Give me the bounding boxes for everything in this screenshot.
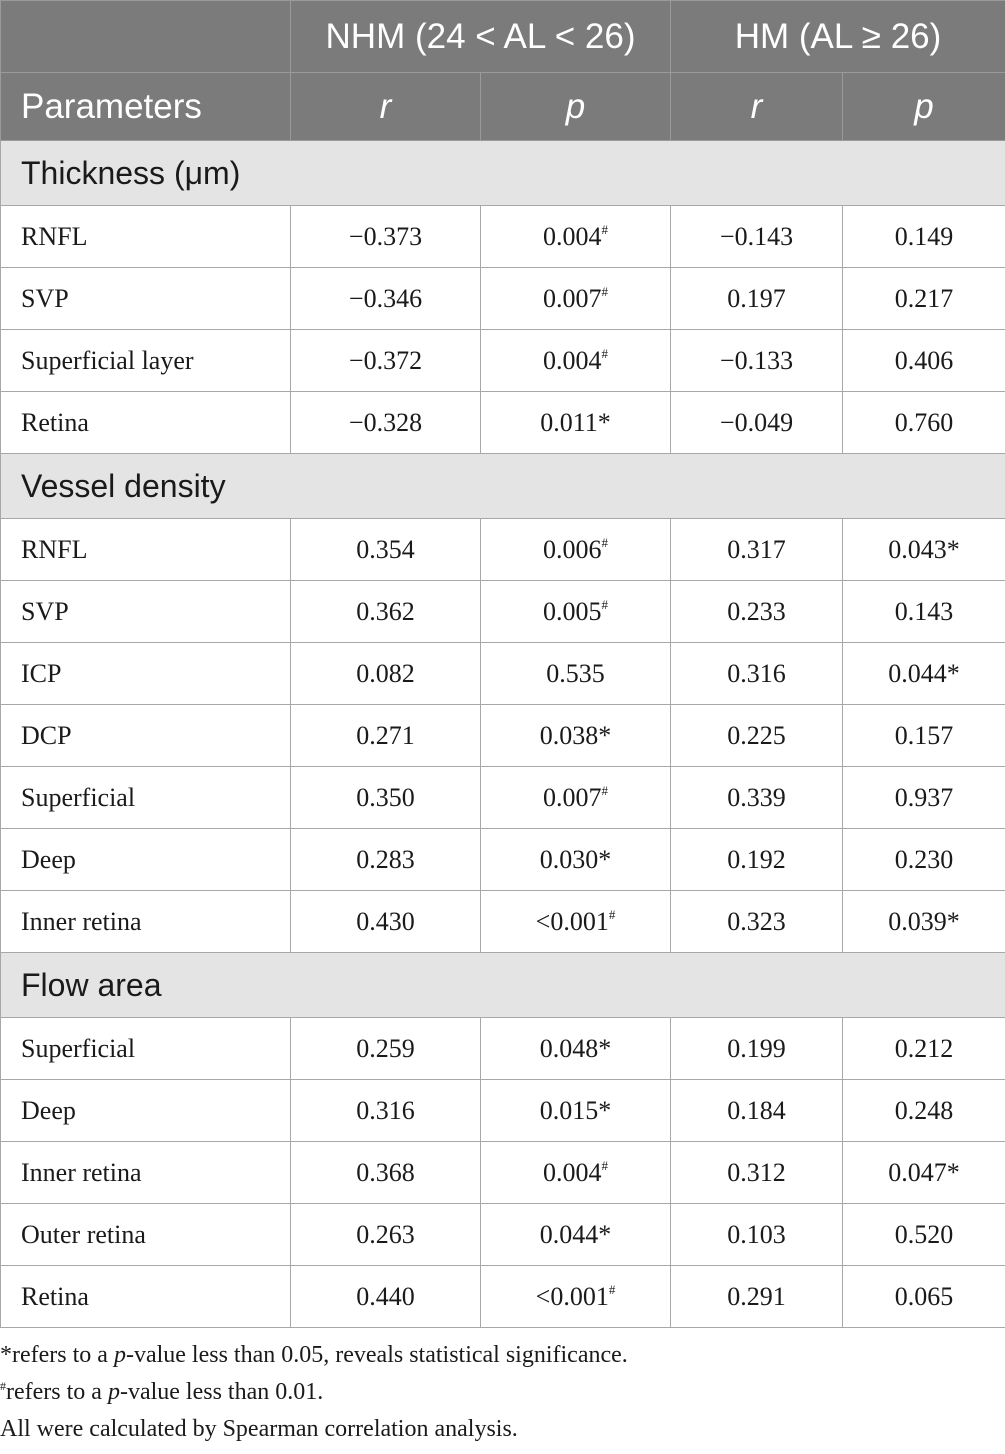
hm-p-value: 0.217 [894, 283, 954, 313]
header-group-nhm: NHM (24 < AL < 26) [291, 1, 671, 73]
hm-p-cell [843, 1142, 1005, 1204]
parameter-name-value: Inner retina [21, 1157, 142, 1187]
nhm-p-value: 0.038* [539, 720, 612, 750]
hm-p-cell [843, 519, 1005, 581]
header-column-row [1, 73, 1005, 141]
hm-r-value: 0.291 [727, 1281, 786, 1311]
parameter-name-value: Superficial [21, 782, 136, 812]
hm-r-cell [671, 1080, 843, 1142]
nhm-p-value: 0.004 [543, 1157, 602, 1187]
nhm-p-value: 0.044* [539, 1219, 612, 1249]
table-row [1, 829, 1005, 891]
hm-r-cell [671, 1142, 843, 1204]
table-row [1, 643, 1005, 705]
table-row [1, 1204, 1005, 1266]
hm-p-cell [843, 1080, 1005, 1142]
nhm-r-cell [291, 1080, 481, 1142]
hm-r-value: 0.184 [727, 1095, 786, 1125]
hm-r-value: −0.143 [719, 221, 794, 251]
hm-r-value: −0.049 [719, 407, 794, 437]
nhm-r-cell [291, 767, 481, 829]
hm-r-value: 0.199 [727, 1033, 786, 1063]
hm-r-value: 0.339 [727, 782, 786, 812]
parameter-name-cell [1, 1018, 291, 1080]
parameter-name-value: SVP [21, 283, 69, 313]
parameter-name-cell [1, 268, 291, 330]
parameter-name-value: RNFL [21, 534, 88, 564]
nhm-p-cell [481, 705, 671, 767]
hm-r-cell [671, 519, 843, 581]
footnote-mark: * [0, 1342, 12, 1368]
hm-p-value: 0.760 [894, 407, 954, 437]
significance-mark: # [601, 596, 608, 612]
hm-r-cell [671, 581, 843, 643]
nhm-r-cell [291, 519, 481, 581]
hm-p-cell [843, 392, 1005, 454]
nhm-p-value: 0.007 [543, 283, 602, 313]
nhm-p-cell [481, 330, 671, 392]
nhm-r-cell [291, 392, 481, 454]
nhm-p-cell [481, 1266, 671, 1328]
table-row [1, 268, 1005, 330]
footnote-method: All were calculated by Spearman correlation analysis. [0, 1416, 518, 1442]
nhm-r-value: 0.440 [356, 1281, 415, 1311]
parameter-name-value: Inner retina [21, 906, 142, 936]
hm-r-cell [671, 1266, 843, 1328]
header-empty-cell [1, 1, 291, 73]
nhm-r-value: 0.362 [356, 596, 415, 626]
hm-p-cell [843, 767, 1005, 829]
significance-mark: # [601, 782, 608, 798]
footnote-significance-005: *refers to a p-value less than 0.05, reveals statistical significance. [0, 1342, 628, 1368]
nhm-p-cell [481, 1204, 671, 1266]
nhm-p-value: 0.535 [546, 658, 605, 688]
hm-p-cell [843, 330, 1005, 392]
nhm-r-cell [291, 268, 481, 330]
hm-p-cell [843, 1204, 1005, 1266]
hm-p-value: 0.157 [894, 720, 954, 750]
parameter-name-value: Retina [21, 1281, 89, 1311]
hm-r-value: 0.192 [727, 844, 786, 874]
nhm-p-value: 0.015* [539, 1095, 612, 1125]
hm-p-value: 0.230 [894, 844, 954, 874]
hm-p-cell [843, 643, 1005, 705]
hm-p-value: 0.406 [894, 345, 954, 375]
hm-p-value: 0.039* [888, 906, 960, 936]
significance-mark: # [601, 534, 608, 550]
nhm-r-value: 0.082 [356, 658, 415, 688]
header-group-row [1, 1, 1005, 73]
header-nhm-r: r [291, 73, 481, 141]
nhm-r-value: 0.350 [356, 782, 415, 812]
significance-mark: # [601, 1157, 608, 1173]
nhm-p-cell [481, 1018, 671, 1080]
table-row [1, 1018, 1005, 1080]
parameter-name-cell [1, 206, 291, 268]
table-row [1, 206, 1005, 268]
table-row [1, 767, 1005, 829]
section-title: Vessel density [1, 454, 1005, 519]
nhm-p-cell [481, 767, 671, 829]
hm-p-cell [843, 705, 1005, 767]
footnote-mark: # [0, 1379, 6, 1393]
nhm-p-cell [481, 1142, 671, 1204]
significance-mark: # [601, 345, 608, 361]
table-row [1, 392, 1005, 454]
nhm-p-value: 0.004 [543, 221, 602, 251]
table-body [1, 141, 1005, 1328]
parameter-name-value: Retina [21, 407, 89, 437]
hm-p-value: 0.043* [888, 534, 960, 564]
nhm-p-cell [481, 581, 671, 643]
parameter-name-cell [1, 581, 291, 643]
nhm-r-value: 0.259 [356, 1033, 415, 1063]
parameter-name-cell [1, 1080, 291, 1142]
hm-p-value: 0.143 [894, 596, 954, 626]
nhm-r-value: −0.372 [348, 345, 423, 375]
table-row [1, 705, 1005, 767]
nhm-r-cell [291, 1266, 481, 1328]
nhm-r-value: 0.430 [356, 906, 415, 936]
parameter-name-cell [1, 1266, 291, 1328]
hm-r-value: −0.133 [719, 345, 794, 375]
significance-mark: # [608, 1281, 616, 1297]
nhm-p-value: 0.006 [543, 534, 602, 564]
table-header [1, 1, 1005, 141]
parameter-name-value: DCP [21, 720, 72, 750]
significance-mark: # [601, 221, 608, 237]
nhm-r-cell [291, 705, 481, 767]
nhm-p-cell [481, 519, 671, 581]
nhm-p-value: <0.001 [535, 1281, 609, 1311]
nhm-r-value: 0.263 [356, 1219, 415, 1249]
section-row [1, 141, 1005, 206]
hm-p-value: 0.520 [894, 1219, 954, 1249]
nhm-p-value: 0.011* [540, 407, 611, 437]
nhm-r-cell [291, 1204, 481, 1266]
nhm-r-cell [291, 206, 481, 268]
nhm-p-value: 0.048* [539, 1033, 612, 1063]
hm-r-cell [671, 829, 843, 891]
hm-r-value: 0.323 [727, 906, 786, 936]
nhm-r-cell [291, 643, 481, 705]
parameter-name-cell [1, 891, 291, 953]
hm-p-value: 0.044* [888, 658, 960, 688]
header-parameters: Parameters [1, 73, 291, 141]
hm-r-value: 0.233 [727, 596, 786, 626]
nhm-r-value: −0.346 [348, 283, 423, 313]
parameter-name-cell [1, 1142, 291, 1204]
nhm-r-value: 0.271 [356, 720, 415, 750]
nhm-p-cell [481, 206, 671, 268]
parameter-name-cell [1, 705, 291, 767]
nhm-r-cell [291, 330, 481, 392]
hm-r-value: 0.103 [727, 1219, 786, 1249]
parameter-name-value: ICP [21, 658, 62, 688]
parameter-name-cell [1, 1204, 291, 1266]
nhm-r-value: −0.373 [348, 221, 423, 251]
table-row [1, 519, 1005, 581]
nhm-r-value: 0.368 [356, 1157, 415, 1187]
hm-p-value: 0.248 [894, 1095, 954, 1125]
section-row [1, 953, 1005, 1018]
parameter-name-cell [1, 767, 291, 829]
header-group-hm: HM (AL ≥ 26) [671, 1, 1005, 73]
section-title: Thickness (μm) [1, 141, 1005, 206]
table-row [1, 1142, 1005, 1204]
header-nhm-p: p [481, 73, 671, 141]
table-row [1, 330, 1005, 392]
nhm-p-value: 0.007 [543, 782, 602, 812]
header-hm-p: p [843, 73, 1005, 141]
hm-r-cell [671, 891, 843, 953]
parameter-name-cell [1, 392, 291, 454]
nhm-r-cell [291, 829, 481, 891]
nhm-r-value: 0.354 [356, 534, 415, 564]
table-row [1, 581, 1005, 643]
nhm-p-cell [481, 829, 671, 891]
parameter-name-value: Deep [21, 1095, 76, 1125]
hm-p-cell [843, 891, 1005, 953]
hm-r-cell [671, 268, 843, 330]
hm-p-value: 0.937 [894, 782, 954, 812]
nhm-p-cell [481, 268, 671, 330]
parameter-name-value: Superficial [21, 1033, 136, 1063]
parameter-name-value: Outer retina [21, 1219, 146, 1249]
hm-r-cell [671, 767, 843, 829]
section-title: Flow area [1, 953, 1005, 1018]
hm-r-value: 0.225 [727, 720, 786, 750]
nhm-p-value: 0.004 [543, 345, 602, 375]
hm-r-cell [671, 643, 843, 705]
parameter-name-cell [1, 643, 291, 705]
hm-r-cell [671, 705, 843, 767]
nhm-p-value: 0.030* [539, 844, 612, 874]
hm-r-cell [671, 1204, 843, 1266]
nhm-p-value: <0.001 [535, 906, 609, 936]
hm-p-cell [843, 1266, 1005, 1328]
hm-r-cell [671, 1018, 843, 1080]
hm-r-value: 0.316 [727, 658, 786, 688]
nhm-r-cell [291, 1142, 481, 1204]
table-row [1, 1080, 1005, 1142]
nhm-p-cell [481, 643, 671, 705]
footnotes [0, 1338, 1005, 1449]
hm-r-cell [671, 392, 843, 454]
hm-p-value: 0.065 [894, 1281, 954, 1311]
hm-p-value: 0.212 [894, 1033, 954, 1063]
hm-p-cell [843, 206, 1005, 268]
parameter-name-value: Deep [21, 844, 76, 874]
parameter-name-value: RNFL [21, 221, 88, 251]
parameter-name-value: Superficial layer [21, 345, 194, 375]
parameter-name-cell [1, 330, 291, 392]
footnote-significance-001: #refers to a p-value less than 0.01. [0, 1379, 324, 1405]
hm-p-cell [843, 268, 1005, 330]
nhm-r-value: 0.283 [356, 844, 415, 874]
nhm-r-cell [291, 891, 481, 953]
section-row [1, 454, 1005, 519]
hm-p-value: 0.047* [888, 1157, 960, 1187]
hm-r-value: 0.317 [727, 534, 786, 564]
header-hm-r: r [671, 73, 843, 141]
hm-r-cell [671, 330, 843, 392]
nhm-r-value: 0.316 [356, 1095, 415, 1125]
nhm-p-cell [481, 1080, 671, 1142]
table-row [1, 1266, 1005, 1328]
nhm-p-value: 0.005 [543, 596, 602, 626]
hm-r-value: 0.197 [727, 283, 786, 313]
hm-r-cell [671, 206, 843, 268]
hm-r-value: 0.312 [727, 1157, 786, 1187]
hm-p-value: 0.149 [894, 221, 954, 251]
nhm-p-cell [481, 392, 671, 454]
nhm-r-cell [291, 581, 481, 643]
significance-mark: # [608, 906, 616, 922]
significance-mark: # [601, 283, 608, 299]
nhm-r-cell [291, 1018, 481, 1080]
table-row [1, 891, 1005, 953]
parameter-name-cell [1, 829, 291, 891]
hm-p-cell [843, 829, 1005, 891]
parameter-name-cell [1, 519, 291, 581]
parameter-name-value: SVP [21, 596, 69, 626]
hm-p-cell [843, 581, 1005, 643]
hm-p-cell [843, 1018, 1005, 1080]
nhm-p-cell [481, 891, 671, 953]
nhm-r-value: −0.328 [348, 407, 423, 437]
